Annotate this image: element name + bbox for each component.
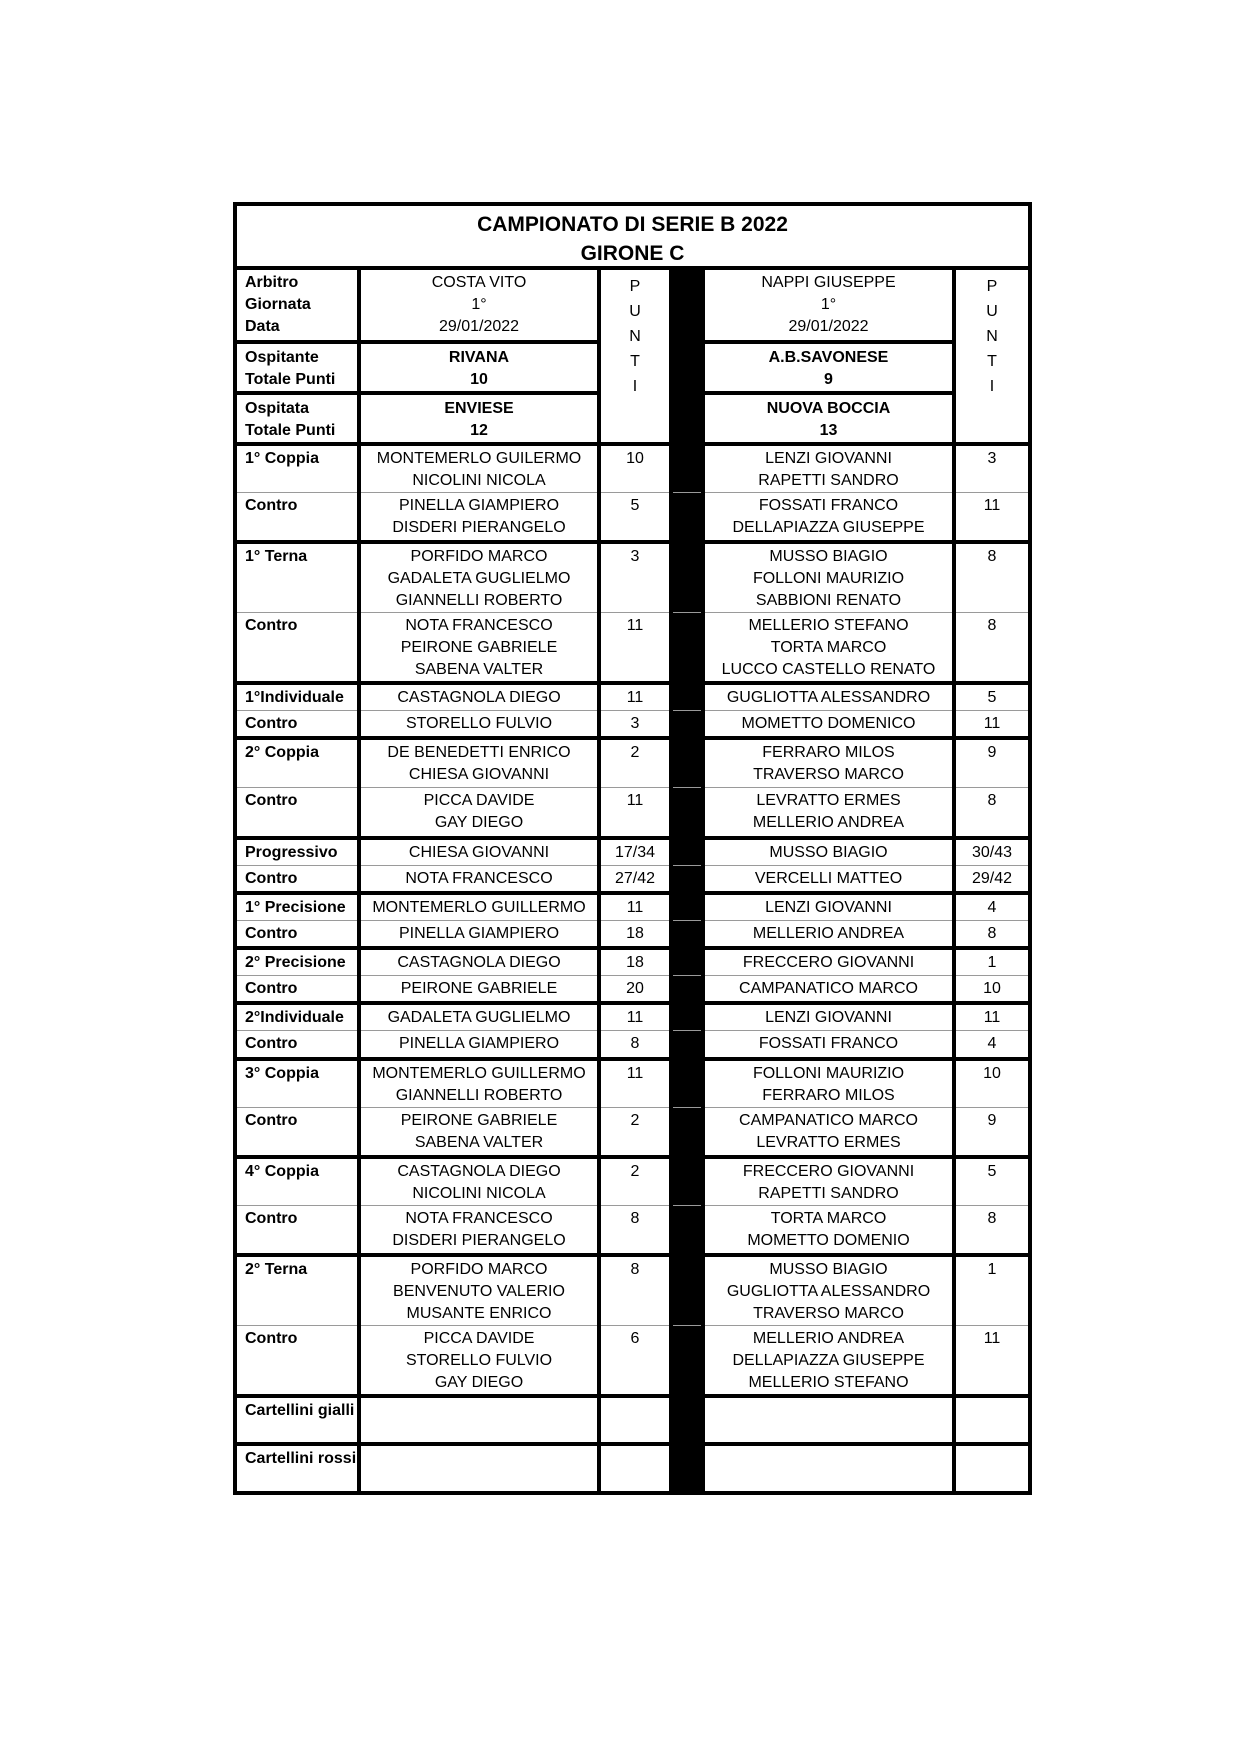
right-points: 11 bbox=[954, 1003, 1028, 1031]
sheet-title bbox=[237, 206, 1028, 270]
right-points: 5 bbox=[954, 1157, 1028, 1206]
column-separator bbox=[671, 1031, 703, 1059]
row-label: Contro bbox=[237, 976, 359, 1003]
match-row bbox=[237, 1031, 1028, 1059]
ospitante-row: Ospitante Totale Punti RIVANA 10 A.B.SAVONESE 9 bbox=[237, 342, 1028, 393]
left-players: PEIRONE GABRIELE SABENA VALTER bbox=[359, 1108, 599, 1157]
row-label: Contro bbox=[237, 493, 359, 542]
row-label: Contro bbox=[237, 1206, 359, 1255]
column-separator bbox=[671, 542, 703, 613]
right-points bbox=[954, 1396, 1028, 1444]
right-players bbox=[703, 1396, 954, 1444]
match-row bbox=[237, 444, 1028, 493]
row-label: Cartellini gialli bbox=[237, 1396, 359, 1444]
match-row bbox=[237, 1157, 1028, 1206]
left-players: STORELLO FULVIO bbox=[359, 711, 599, 738]
match-row bbox=[237, 866, 1028, 893]
left-players: MONTEMERLO GUILLERMO GIANNELLI ROBERTO bbox=[359, 1059, 599, 1108]
away-team-right: NUOVA BOCCIA bbox=[766, 400, 891, 417]
left-points: 6 bbox=[599, 1325, 671, 1396]
punti-vertical-left bbox=[599, 270, 671, 444]
column-separator bbox=[671, 1396, 703, 1444]
column-separator bbox=[671, 493, 703, 542]
left-players: DE BENEDETTI ENRICO CHIESA GIOVANNI bbox=[359, 738, 599, 788]
left-points: 20 bbox=[599, 976, 671, 1003]
punti-letters-right: P U N T I bbox=[986, 277, 998, 395]
column-separator bbox=[671, 838, 703, 866]
left-players: CHIESA GIOVANNI bbox=[359, 838, 599, 866]
right-players: MUSSO BIAGIO bbox=[703, 838, 954, 866]
right-players: MUSSO BIAGIO FOLLONI MAURIZIO SABBIONI RENATO bbox=[703, 542, 954, 613]
right-points: 11 bbox=[954, 493, 1028, 542]
column-separator bbox=[671, 612, 703, 683]
column-separator bbox=[671, 1255, 703, 1326]
ospitata-row: Ospitata Totale Punti ENVIESE 12 NUOVA BOCCIA 13 bbox=[237, 393, 1028, 444]
right-points: 4 bbox=[954, 893, 1028, 921]
left-points bbox=[599, 1396, 671, 1444]
left-players bbox=[359, 1396, 599, 1444]
match-row bbox=[237, 1206, 1028, 1255]
left-players: PORFIDO MARCO BENVENUTO VALERIO MUSANTE ENRICO bbox=[359, 1255, 599, 1326]
right-points: 8 bbox=[954, 542, 1028, 613]
right-points: 10 bbox=[954, 976, 1028, 1003]
column-separator bbox=[671, 976, 703, 1003]
punti-vertical-right bbox=[954, 270, 1028, 444]
referee-left: COSTA VITO bbox=[431, 274, 527, 291]
left-points bbox=[599, 1444, 671, 1491]
right-players: LENZI GIOVANNI bbox=[703, 1003, 954, 1031]
round-left: 1° bbox=[471, 296, 487, 313]
match-row bbox=[237, 893, 1028, 921]
right-points: 8 bbox=[954, 1206, 1028, 1255]
left-players: PEIRONE GABRIELE bbox=[359, 976, 599, 1003]
column-separator bbox=[671, 683, 703, 711]
right-points: 30/43 bbox=[954, 838, 1028, 866]
match-row bbox=[237, 1396, 1028, 1444]
left-points: 10 bbox=[599, 444, 671, 493]
home-team-left: RIVANA bbox=[448, 349, 510, 366]
right-points: 9 bbox=[954, 738, 1028, 788]
right-points: 10 bbox=[954, 1059, 1028, 1108]
match-row bbox=[237, 711, 1028, 738]
column-separator bbox=[671, 1003, 703, 1031]
match-row bbox=[237, 1108, 1028, 1157]
right-players: MUSSO BIAGIO GUGLIOTTA ALESSANDRO TRAVERSO MARCO bbox=[703, 1255, 954, 1326]
row-label: Contro bbox=[237, 1031, 359, 1059]
right-points: 8 bbox=[954, 788, 1028, 838]
away-team-left: ENVIESE bbox=[444, 400, 514, 417]
left-players: CASTAGNOLA DIEGO bbox=[359, 948, 599, 976]
left-players: PICCA DAVIDE STORELLO FULVIO GAY DIEGO bbox=[359, 1325, 599, 1396]
home-team-right: A.B.SAVONESE bbox=[768, 349, 889, 366]
header-left bbox=[359, 270, 599, 342]
row-label: 2° Precisione bbox=[237, 948, 359, 976]
left-points: 27/42 bbox=[599, 866, 671, 893]
row-label: Contro bbox=[237, 788, 359, 838]
row-label: Contro bbox=[237, 612, 359, 683]
match-row bbox=[237, 921, 1028, 948]
row-label: Contro bbox=[237, 1108, 359, 1157]
away-total-left: 12 bbox=[470, 422, 488, 439]
left-points: 18 bbox=[599, 921, 671, 948]
match-row bbox=[237, 493, 1028, 542]
home-total-left: 10 bbox=[470, 371, 488, 388]
header-right bbox=[703, 270, 954, 342]
left-players: PINELLA GIAMPIERO bbox=[359, 1031, 599, 1059]
match-row bbox=[237, 738, 1028, 788]
right-players: FOLLONI MAURIZIO FERRARO MILOS bbox=[703, 1059, 954, 1108]
left-points: 17/34 bbox=[599, 838, 671, 866]
match-row bbox=[237, 542, 1028, 613]
left-players: GADALETA GUGLIELMO bbox=[359, 1003, 599, 1031]
right-players: MELLERIO STEFANO TORTA MARCO LUCCO CASTELLO RENATO bbox=[703, 612, 954, 683]
right-points: 9 bbox=[954, 1108, 1028, 1157]
column-separator bbox=[671, 788, 703, 838]
column-separator bbox=[671, 893, 703, 921]
match-row bbox=[237, 976, 1028, 1003]
home-total-right: 9 bbox=[824, 371, 833, 388]
title-line-1: CAMPIONATO DI SERIE B 2022 bbox=[477, 213, 788, 236]
results-table bbox=[237, 270, 1028, 1491]
column-separator bbox=[671, 444, 703, 493]
row-label: 3° Coppia bbox=[237, 1059, 359, 1108]
match-row bbox=[237, 1444, 1028, 1491]
row-label: 1°Individuale bbox=[237, 683, 359, 711]
column-separator bbox=[671, 738, 703, 788]
left-points: 11 bbox=[599, 612, 671, 683]
right-points: 8 bbox=[954, 921, 1028, 948]
left-points: 8 bbox=[599, 1255, 671, 1326]
match-row bbox=[237, 1325, 1028, 1396]
date-left: 29/01/2022 bbox=[438, 318, 520, 335]
right-points: 1 bbox=[954, 948, 1028, 976]
column-separator bbox=[671, 1206, 703, 1255]
left-points: 5 bbox=[599, 493, 671, 542]
header-row bbox=[237, 270, 1028, 342]
left-points: 11 bbox=[599, 1059, 671, 1108]
left-players: PICCA DAVIDE GAY DIEGO bbox=[359, 788, 599, 838]
left-points: 2 bbox=[599, 1108, 671, 1157]
match-row bbox=[237, 1003, 1028, 1031]
column-separator bbox=[671, 1108, 703, 1157]
match-row bbox=[237, 1255, 1028, 1326]
row-label: Cartellini rossi bbox=[237, 1444, 359, 1491]
left-players: NOTA FRANCESCO DISDERI PIERANGELO bbox=[359, 1206, 599, 1255]
right-points: 1 bbox=[954, 1255, 1028, 1326]
row-label: 2°Individuale bbox=[237, 1003, 359, 1031]
right-points: 8 bbox=[954, 612, 1028, 683]
round-right: 1° bbox=[820, 296, 837, 313]
row-label: Contro bbox=[237, 921, 359, 948]
left-players: NOTA FRANCESCO PEIRONE GABRIELE SABENA VALTER bbox=[359, 612, 599, 683]
left-points: 8 bbox=[599, 1031, 671, 1059]
column-separator bbox=[671, 948, 703, 976]
left-points: 3 bbox=[599, 711, 671, 738]
row-label: 4° Coppia bbox=[237, 1157, 359, 1206]
row-label: 2° Terna bbox=[237, 1255, 359, 1326]
column-separator bbox=[671, 921, 703, 948]
left-players: MONTEMERLO GUILERMO NICOLINI NICOLA bbox=[359, 444, 599, 493]
row-label: Contro bbox=[237, 711, 359, 738]
left-points: 18 bbox=[599, 948, 671, 976]
right-players: CAMPANATICO MARCO bbox=[703, 976, 954, 1003]
match-row bbox=[237, 948, 1028, 976]
left-points: 3 bbox=[599, 542, 671, 613]
right-players: LEVRATTO ERMES MELLERIO ANDREA bbox=[703, 788, 954, 838]
row-label: Contro bbox=[237, 866, 359, 893]
left-players: CASTAGNOLA DIEGO bbox=[359, 683, 599, 711]
row-label: 1° Terna bbox=[237, 542, 359, 613]
referee-right: NAPPI GIUSEPPE bbox=[761, 274, 896, 291]
right-points: 5 bbox=[954, 683, 1028, 711]
right-points: 3 bbox=[954, 444, 1028, 493]
right-points: 11 bbox=[954, 1325, 1028, 1396]
right-points: 29/42 bbox=[954, 866, 1028, 893]
punti-letters-left: P U N T I bbox=[629, 277, 641, 395]
header-labels: Arbitro Giornata Data bbox=[245, 274, 311, 335]
row-label: 1° Coppia bbox=[237, 444, 359, 493]
match-sheet bbox=[233, 202, 1032, 1495]
column-separator bbox=[671, 1157, 703, 1206]
match-row bbox=[237, 683, 1028, 711]
right-players: MELLERIO ANDREA DELLAPIAZZA GIUSEPPE MELLERIO STEFANO bbox=[703, 1325, 954, 1396]
left-points: 11 bbox=[599, 683, 671, 711]
left-players: PORFIDO MARCO GADALETA GUGLIELMO GIANNELLI ROBERTO bbox=[359, 542, 599, 613]
right-players: FRECCERO GIOVANNI RAPETTI SANDRO bbox=[703, 1157, 954, 1206]
left-players bbox=[359, 1444, 599, 1491]
left-points: 2 bbox=[599, 1157, 671, 1206]
column-separator bbox=[671, 866, 703, 893]
match-row bbox=[237, 838, 1028, 866]
left-players: MONTEMERLO GUILLERMO bbox=[359, 893, 599, 921]
right-players: TORTA MARCO MOMETTO DOMENIO bbox=[703, 1206, 954, 1255]
match-row bbox=[237, 788, 1028, 838]
left-players: NOTA FRANCESCO bbox=[359, 866, 599, 893]
date-right: 29/01/2022 bbox=[788, 318, 869, 335]
row-label: 1° Precisione bbox=[237, 893, 359, 921]
right-points: 11 bbox=[954, 711, 1028, 738]
column-separator bbox=[671, 1444, 703, 1491]
right-players: VERCELLI MATTEO bbox=[703, 866, 954, 893]
right-players: FRECCERO GIOVANNI bbox=[703, 948, 954, 976]
left-points: 11 bbox=[599, 788, 671, 838]
row-label: 2° Coppia bbox=[237, 738, 359, 788]
right-points bbox=[954, 1444, 1028, 1491]
left-points: 8 bbox=[599, 1206, 671, 1255]
title-line-2: GIRONE C bbox=[580, 242, 685, 265]
right-players: FOSSATI FRANCO bbox=[703, 1031, 954, 1059]
right-players: MOMETTO DOMENICO bbox=[703, 711, 954, 738]
right-players bbox=[703, 1444, 954, 1491]
column-separator bbox=[671, 711, 703, 738]
column-separator bbox=[671, 1059, 703, 1108]
away-total-right: 13 bbox=[819, 422, 838, 439]
left-players: PINELLA GIAMPIERO bbox=[359, 921, 599, 948]
right-points: 4 bbox=[954, 1031, 1028, 1059]
right-players: MELLERIO ANDREA bbox=[703, 921, 954, 948]
right-players: FERRARO MILOS TRAVERSO MARCO bbox=[703, 738, 954, 788]
left-points: 2 bbox=[599, 738, 671, 788]
match-row bbox=[237, 1059, 1028, 1108]
column-separator bbox=[671, 1325, 703, 1396]
left-points: 11 bbox=[599, 893, 671, 921]
match-row bbox=[237, 612, 1028, 683]
right-players: LENZI GIOVANNI bbox=[703, 893, 954, 921]
right-players: CAMPANATICO MARCO LEVRATTO ERMES bbox=[703, 1108, 954, 1157]
right-players: LENZI GIOVANNI RAPETTI SANDRO bbox=[703, 444, 954, 493]
left-players: PINELLA GIAMPIERO DISDERI PIERANGELO bbox=[359, 493, 599, 542]
right-players: GUGLIOTTA ALESSANDRO bbox=[703, 683, 954, 711]
column-separator bbox=[671, 270, 703, 444]
row-label: Contro bbox=[237, 1325, 359, 1396]
right-players: FOSSATI FRANCO DELLAPIAZZA GIUSEPPE bbox=[703, 493, 954, 542]
left-players: CASTAGNOLA DIEGO NICOLINI NICOLA bbox=[359, 1157, 599, 1206]
left-points: 11 bbox=[599, 1003, 671, 1031]
row-label: Progressivo bbox=[237, 838, 359, 866]
